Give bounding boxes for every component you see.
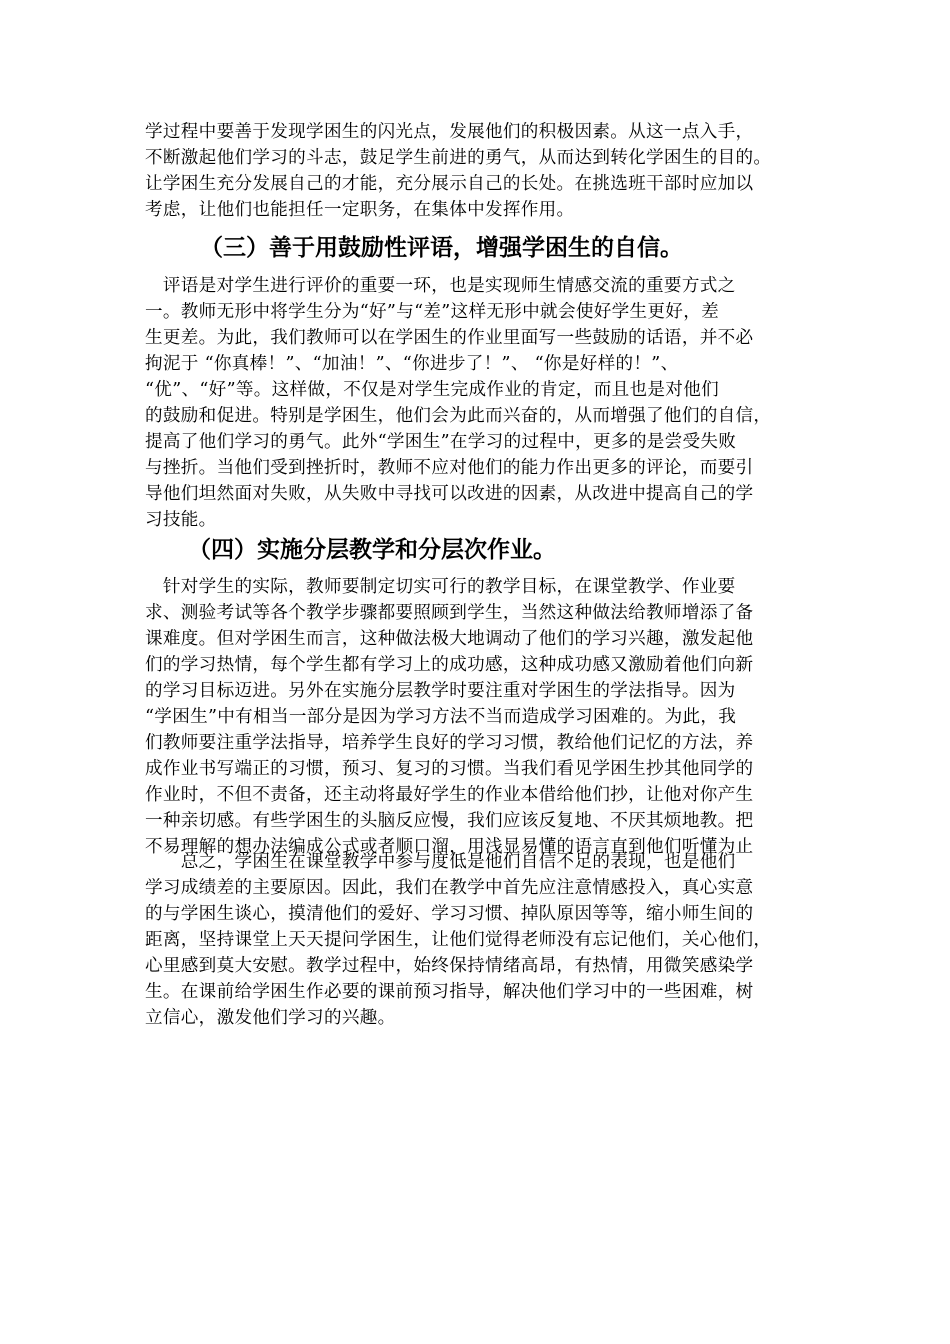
text-line: 一。教师无形中将学生分为“好”与“差”这样无形中就会使好学生更好，差 xyxy=(145,302,719,322)
text-line: 学习成绩差的主要原因。因此，我们在教学中首先应注意情感投入，真心实意 xyxy=(145,878,754,898)
text-line: 心里感到莫大安慰。教学过程中，始终保持情绪高昂，有热情，用微笑感染学 xyxy=(145,956,754,976)
section-heading-4: （四）实施分层教学和分层次作业。 xyxy=(188,537,556,563)
text-line: 提高了他们学习的勇气。此外“学困生”在学习的过程中，更多的是尝受失败 xyxy=(145,432,737,452)
text-line: 考虑，让他们也能担任一定职务，在集体中发挥作用。 xyxy=(145,200,575,220)
text-line: 求、测验考试等各个教学步骤都要照顾到学生，当然这种做法给教师增添了备 xyxy=(145,603,754,623)
text-line: 拘泥于 “你真棒！”、“加油！”、“你进步了！”、 “你是好样的！”、 xyxy=(145,354,679,374)
section-heading-3: （三）善于用鼓励性评语，增强学困生的自信。 xyxy=(200,235,683,261)
text-line: 与挫折。当他们受到挫折时，教师不应对他们的能力作出更多的评论，而要引 xyxy=(145,458,754,478)
text-line: 习技能。 xyxy=(145,510,217,530)
text-line: 针对学生的实际，教师要制定切实可行的教学目标，在课堂教学、作业要 xyxy=(145,577,736,597)
text-line: 让学困生充分发展自己的才能，充分展示自己的长处。在挑选班干部时应加以 xyxy=(145,174,754,194)
paragraph-summary xyxy=(145,849,820,1031)
text-line: 总之，学困生在课堂教学中参与度低是他们自信不足的表现，也是他们 xyxy=(145,852,736,872)
paragraph-section-4 xyxy=(145,574,820,860)
text-line: “学困生”中有相当一部分是因为学习方法不当而造成学习困难的。为此，我 xyxy=(145,707,737,727)
text-line: 不易理解的想办法编成公式或者顺口溜，用浅显易懂的语言直到他们听懂为止 xyxy=(145,837,754,857)
text-line: “优”、“好”等。这样做，不仅是对学生完成作业的肯定，而且也是对他们 xyxy=(145,380,719,400)
text-line: 作业时，不但不责备，还主动将最好学生的作业本借给他们抄，让他对你产生 xyxy=(145,785,754,805)
paragraph-intro xyxy=(145,119,820,223)
text-line: 立信心，激发他们学习的兴趣。 xyxy=(145,1008,396,1028)
text-line: 课难度。但对学困生而言，这种做法极大地调动了他们的学习兴趣，激发起他 xyxy=(145,629,754,649)
text-line: 们的学习热情，每个学生都有学习上的成功感，这种成功感又激励着他们向新 xyxy=(145,655,754,675)
text-line: 学过程中要善于发现学困生的闪光点，发展他们的积极因素。从这一点入手， xyxy=(145,122,754,142)
text-line: 不断激起他们学习的斗志，鼓足学生前进的勇气，从而达到转化学困生的目的。 xyxy=(145,148,772,168)
text-line: 生更差。为此，我们教师可以在学困生的作业里面写一些鼓励的话语，并不必 xyxy=(145,328,754,348)
text-line: 的学习目标迈进。另外在实施分层教学时要注重对学困生的学法指导。因为 xyxy=(145,681,736,701)
text-line: 评语是对学生进行评价的重要一环，也是实现师生情感交流的重要方式之 xyxy=(145,276,736,296)
text-line: 距离，坚持课堂上天天提问学困生，让他们觉得老师没有忘记他们，关心他们， xyxy=(145,930,772,950)
text-line: 生。在课前给学困生作必要的课前预习指导，解决他们学习中的一些困难，树 xyxy=(145,982,754,1002)
text-line: 一种亲切感。有些学困生的头脑反应慢，我们应该反复地、不厌其烦地教。把 xyxy=(145,811,754,831)
text-line: 成作业书写端正的习惯，预习、复习的习惯。当我们看见学困生抄其他同学的 xyxy=(145,759,754,779)
text-line: 的与学困生谈心，摸清他们的爱好、学习习惯、掉队原因等等，缩小师生间的 xyxy=(145,904,754,924)
text-line: 们教师要注重学法指导，培养学生良好的学习习惯，教给他们记忆的方法，养 xyxy=(145,733,754,753)
text-line: 导他们坦然面对失败，从失败中寻找可以改进的因素，从改进中提高自己的学 xyxy=(145,484,754,504)
paragraph-section-3 xyxy=(145,273,820,533)
text-line: 的鼓励和促进。特别是学困生，他们会为此而兴奋的，从而增强了他们的自信， xyxy=(145,406,772,426)
